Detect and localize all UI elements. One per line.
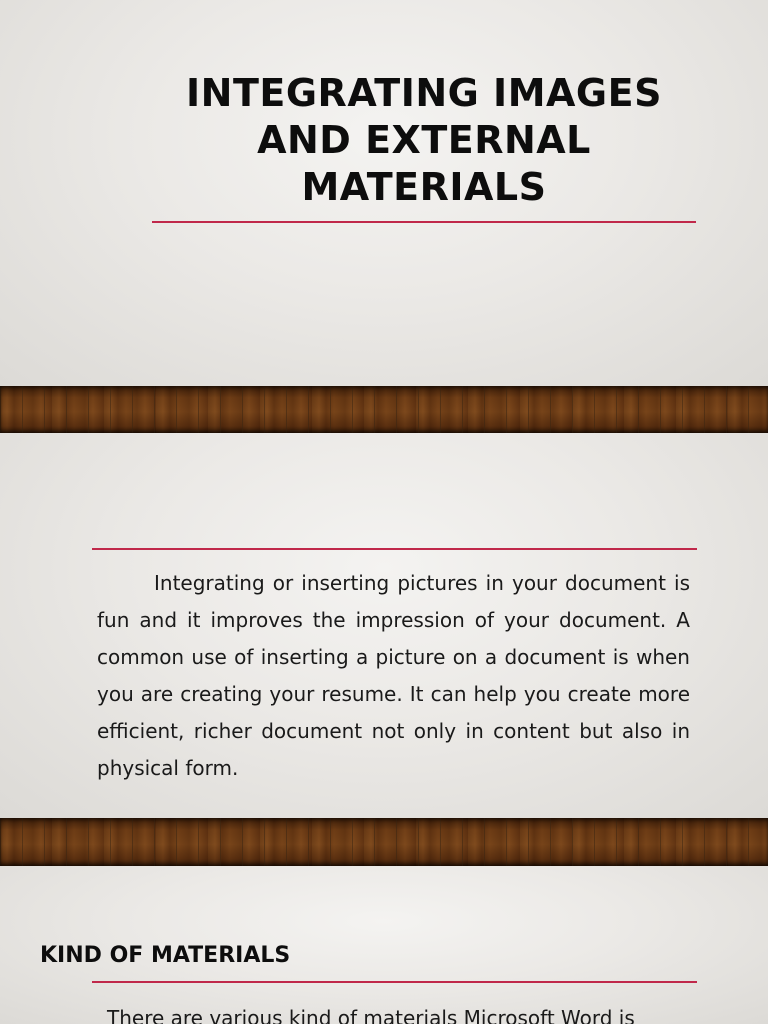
- title-line-3: MATERIALS: [301, 165, 547, 209]
- wood-floor-divider: [0, 386, 768, 433]
- materials-heading: KIND OF MATERIALS: [40, 943, 291, 968]
- title-line-1: INTEGRATING IMAGES: [186, 71, 662, 115]
- materials-paragraph: There are various kind of materials Microsoft Word is: [107, 1006, 635, 1024]
- slide-title: [0, 0, 768, 386]
- slide-title-heading: [150, 70, 698, 211]
- slide-intro: [0, 433, 768, 818]
- intro-divider: [92, 548, 697, 550]
- wood-floor-divider: [0, 818, 768, 866]
- slide-materials: [0, 866, 768, 1024]
- title-divider: [152, 221, 696, 223]
- intro-paragraph: Integrating or inserting pictures in your document is fun and it improves the impression of your document. A common use of inserting a picture on a document is when you are creating your resume. It can help you create more efficient, richer document not only in content but also in physical form.: [97, 571, 690, 780]
- materials-divider: [92, 981, 697, 983]
- title-line-2: AND EXTERNAL: [257, 118, 591, 162]
